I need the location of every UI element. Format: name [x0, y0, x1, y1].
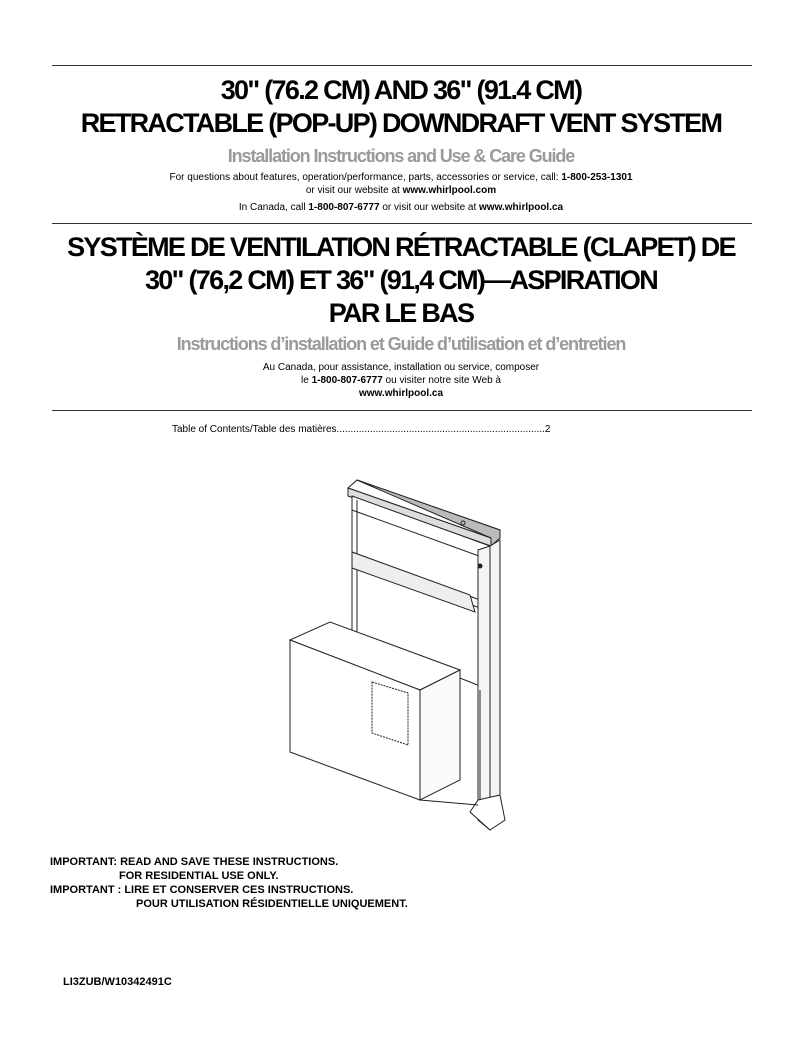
important-line: FOR RESIDENTIAL USE ONLY. — [119, 870, 279, 882]
contact-text: For questions about features, operation/performance, parts, accessories or service, call: — [169, 172, 562, 183]
contact-text: ou visiter notre site Web à — [382, 375, 501, 386]
english-subtitle: Installation Instructions and Use & Care Guide — [227, 146, 575, 166]
website-link[interactable]: www.whirlpool.com — [402, 185, 497, 196]
english-title-line2: RETRACTABLE (POP-UP) DOWNDRAFT VENT SYSTEM — [80, 108, 722, 138]
website-link[interactable]: www.whirlpool.ca — [358, 388, 444, 399]
canada-text: or visit our website at — [379, 202, 480, 213]
contact-text: or visit our website at — [305, 185, 403, 196]
french-title-line3: PAR LE BAS — [328, 298, 474, 328]
toc-page: 2 — [544, 424, 551, 435]
phone-link[interactable]: 1-800-807-6777 — [311, 375, 383, 386]
contact-text: Au Canada, pour assistance, installation ou service, composer — [262, 362, 540, 373]
toc-leader: ........................................................................... — [336, 424, 545, 435]
important-notice — [50, 855, 408, 911]
part-number: LI3ZUB/W10342491C — [63, 976, 172, 988]
french-subtitle: Instructions d’installation et Guide d’utilisation et d’entretien — [176, 334, 626, 354]
important-line: POUR UTILISATION RÉSIDENTIELLE UNIQUEMENT. — [136, 898, 408, 910]
canada-text: In Canada, call — [238, 202, 309, 213]
canada-phone-link[interactable]: 1-800-807-6777 — [308, 202, 380, 213]
english-title-line1: 30" (76.2 CM) AND 36" (91.4 CM) — [220, 75, 582, 105]
french-title-line2: 30" (76,2 CM) ET 36" (91,4 CM)—ASPIRATION — [144, 265, 658, 295]
phone-link[interactable]: 1-800-253-1301 — [561, 172, 633, 183]
contact-text: le — [301, 375, 312, 386]
french-title-line1: SYSTÈME DE VENTILATION RÉTRACTABLE (CLAPET) DE — [67, 232, 735, 262]
canada-website-link[interactable]: www.whirlpool.ca — [479, 202, 564, 213]
toc-label: Table of Contents/Table des matières — [172, 424, 337, 435]
important-line: IMPORTANT : LIRE ET CONSERVER CES INSTRUCTIONS. — [50, 884, 354, 896]
important-line: IMPORTANT: READ AND SAVE THESE INSTRUCTIONS. — [50, 856, 339, 868]
